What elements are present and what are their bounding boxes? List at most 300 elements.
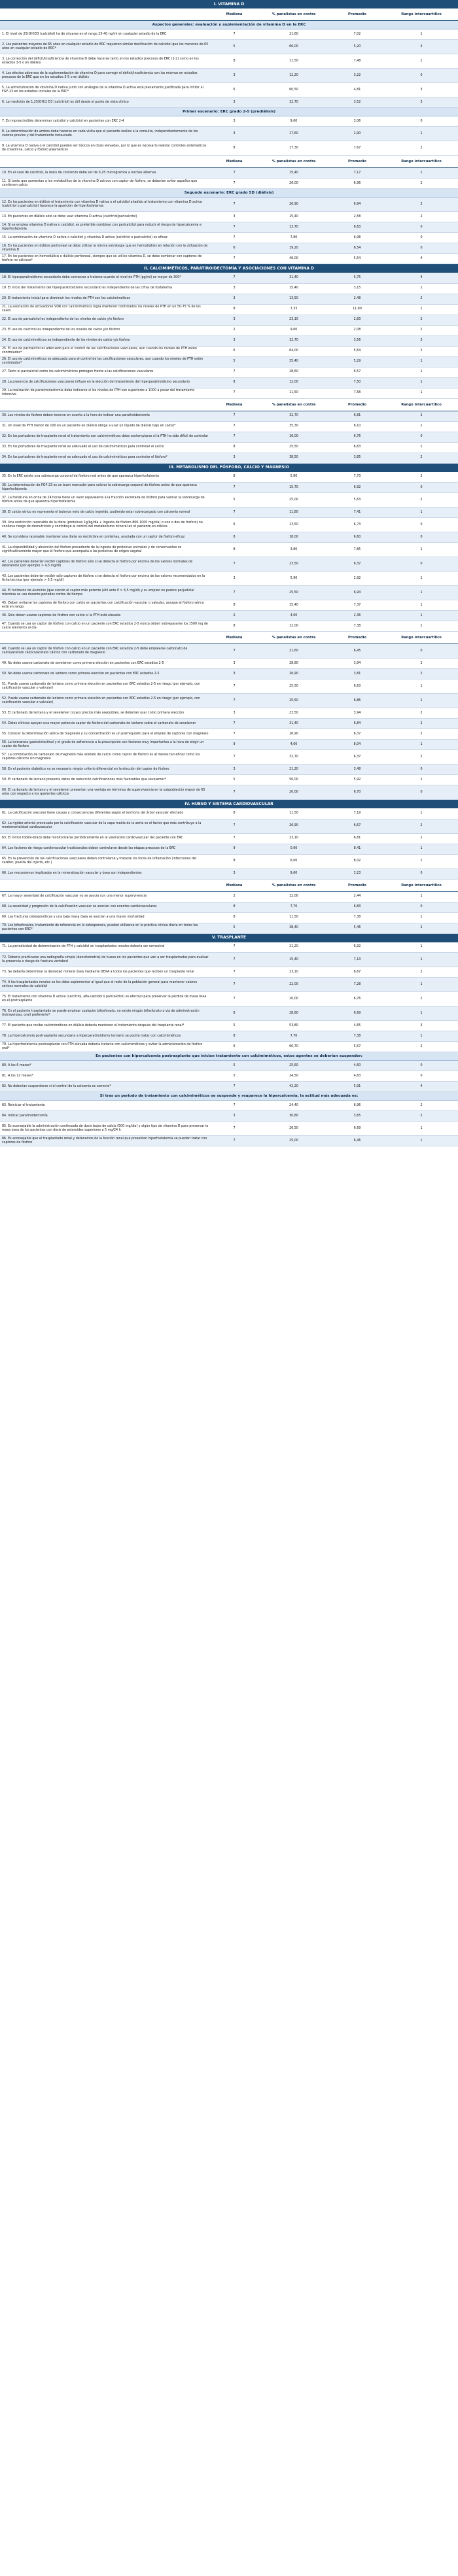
mean-cell: 6,67 xyxy=(330,967,385,978)
statement-cell: 52. Puede usarse carbonato de lantano como primera elección en pacientes con ERC estadios 2-5 en riesgo (por ejemplo, con calcificación vascular o valvular) xyxy=(0,694,211,708)
table-row xyxy=(0,222,458,233)
iqr-cell: 2 xyxy=(385,1101,458,1111)
table-row xyxy=(0,116,458,127)
mean-cell: 7,48 xyxy=(330,54,385,69)
statement-cell: 32. En los portadores de trasplante renal el tratamiento con calcimiméticos debe contemplarse si la PTH ha sido difícil de controlar xyxy=(0,432,211,442)
table-row xyxy=(0,532,458,543)
statement-cell: 79. La hiperfosfatemia postrasplante con PTH elevada debería tratarse con calcimiméticos y evitar la administración de fósforo oral* xyxy=(0,1042,211,1052)
pct-against-cell: 28,80 xyxy=(258,659,330,669)
iqr-cell: 1 xyxy=(385,992,458,1006)
iqr-cell: 2 xyxy=(385,411,458,421)
pct-against-cell: 21,60 xyxy=(258,644,330,659)
statement-cell: 16. En los pacientes en diálisis peritoneal se debe utilizar la misma estrategia que en hemodiálisis en relación con la utilización de vitamina D xyxy=(0,243,211,254)
statement-cell: 15. La combinación de vitamina D nativa o calcidiol y vitamina D activa (calcitriol o paricalcitol) es eficaz xyxy=(0,233,211,243)
statement-cell: 25. El uso de paricalcitol es adecuado para el control de las calcificaciones vasculares, aun cuando los niveles de PTH estén controlados* xyxy=(0,346,211,356)
table-row xyxy=(0,197,458,212)
pct-against-cell: 19,20 xyxy=(258,243,330,254)
pct-against-cell: 23,10 xyxy=(258,315,330,325)
mean-cell: 4,60 xyxy=(330,1061,385,1071)
median-cell: 3 xyxy=(211,572,258,586)
pct-against-cell: 35,30 xyxy=(258,421,330,432)
iqr-cell: 0 xyxy=(385,116,458,127)
table-row xyxy=(0,1061,458,1071)
statement-cell: 56. La tolerancia gastrointestinal y el grado de adherencia a la prescripción son factores muy importantes a la hora de elegir un captor de fósforo xyxy=(0,740,211,750)
statement-cell: 23. El uso de calcitriol es independiente de los niveles de calcio y/o fósforo xyxy=(0,325,211,335)
iqr-cell: 2 xyxy=(385,729,458,740)
table-row xyxy=(0,694,458,708)
subsection-title: Segundo escenario: ERC grado 5D (diálisis) xyxy=(0,189,458,197)
pct-against-cell: 9,60 xyxy=(258,325,330,335)
median-cell: 3 xyxy=(211,453,258,463)
statement-cell: 73. Se debería determinar la densidad mineral ósea mediante DEXA a todos los pacientes que reciben un trasplante renal xyxy=(0,967,211,978)
iqr-cell: 0 xyxy=(385,557,458,572)
median-cell: 2 xyxy=(211,891,258,902)
iqr-cell: 2 xyxy=(385,179,458,189)
table-row xyxy=(0,233,458,243)
mean-cell: 8,02 xyxy=(330,854,385,868)
table-row xyxy=(0,356,458,367)
statement-cell: 74. A los trasplantados renales se les debe suplementar al igual que al resto de la población general para mantener valores séricos normales de calcidiol xyxy=(0,978,211,992)
table-row xyxy=(0,388,458,398)
iqr-cell: 1 xyxy=(385,808,458,819)
table-row xyxy=(0,483,458,493)
table-row xyxy=(0,557,458,572)
iqr-cell: 1 xyxy=(385,442,458,453)
iqr-cell: 1 xyxy=(385,844,458,854)
pct-against-cell: 15,40 xyxy=(258,953,330,967)
median-cell: 3 xyxy=(211,212,258,222)
pct-against-cell: 26,50 xyxy=(258,1122,330,1136)
pct-against-cell: 53,80 xyxy=(258,1021,330,1031)
mean-cell: 7,67 xyxy=(330,141,385,156)
header-blank-cell xyxy=(0,398,211,411)
subsection-heading xyxy=(0,189,458,197)
pct-against-cell: 4,00 xyxy=(258,611,330,621)
iqr-cell: 1 xyxy=(385,367,458,377)
iqr-cell: 2 xyxy=(385,1042,458,1052)
statement-cell: 59. El carbonato de lantano presenta datos de reducción calcificaciones más favorables que sevelamer* xyxy=(0,775,211,785)
iqr-cell: 1 xyxy=(385,1031,458,1042)
mean-cell: 5,54 xyxy=(330,254,385,264)
header-mean: Promedio xyxy=(330,156,385,168)
statement-cell: 58. En el paciente diabético no es necesario ningún criterio diferencial en la elección del captor de fósforo xyxy=(0,764,211,775)
table-row xyxy=(0,1031,458,1042)
pct-against-cell: 28,80 xyxy=(258,1006,330,1021)
median-cell: 7 xyxy=(211,1136,258,1146)
statement-cell: 1. El nivel de 25(OH)D3 (calcidiol) ha de situarse en el rango 25-40 ng/ml en cualquier estadio de la ERC xyxy=(0,29,211,40)
iqr-cell: 0 xyxy=(385,785,458,800)
table-row xyxy=(0,377,458,388)
statement-cell: 68. La severidad y progresión de la calcificación vascular se asocian con eventos cardiovasculares xyxy=(0,902,211,912)
mean-cell: 6,10 xyxy=(330,421,385,432)
table-row xyxy=(0,1042,458,1052)
pct-against-cell: 12,00 xyxy=(258,891,330,902)
pct-against-cell: 31,40 xyxy=(258,273,330,283)
median-cell: 7 xyxy=(211,233,258,243)
median-cell: 3 xyxy=(211,315,258,325)
mean-cell: 3,23 xyxy=(330,868,385,879)
statement-cell: 55. Conocer la determinación sérica de magnesio y su concentración es un prerrequisito para el empleo de captores con magnesio xyxy=(0,729,211,740)
iqr-cell: 1 xyxy=(385,356,458,367)
pct-against-cell: 17,60 xyxy=(258,127,330,141)
table-row xyxy=(0,127,458,141)
iqr-cell: 0 xyxy=(385,233,458,243)
mean-cell: 6,94 xyxy=(330,586,385,600)
header-pct-against: % panelistas en contra xyxy=(258,632,330,644)
statement-cell: 41. La disponibilidad y absorción del fósforo procedente de la ingesta de proteínas animales y de conservantes es significativamente mayor que el fósforo que acompaña a las proteínas de origen vegetal xyxy=(0,543,211,557)
pct-against-cell: 26,90 xyxy=(258,819,330,833)
iqr-cell: 2 xyxy=(385,819,458,833)
header-iqr: Rango intercuartílico xyxy=(385,9,458,21)
iqr-cell: 4 xyxy=(385,254,458,264)
statement-cell: 14. Si se emplea vitamina D nativa o calcidiol, es preferible combinar con paricalcitol para reducir el riesgo de hipercalcemia e hiperfosfatemia xyxy=(0,222,211,233)
statement-cell: 66. Los mecanismos implicados en la mineralización vascular y ósea son independientes xyxy=(0,868,211,879)
pct-against-cell: 25,50 xyxy=(258,694,330,708)
iqr-cell: 2 xyxy=(385,659,458,669)
header-iqr: Rango intercuartílico xyxy=(385,156,458,168)
iqr-cell: 1 xyxy=(385,507,458,518)
mean-cell: 5,64 xyxy=(330,346,385,356)
table-row xyxy=(0,168,458,179)
pct-against-cell: 21,60 xyxy=(258,29,330,40)
table-row xyxy=(0,586,458,600)
median-cell: 5 xyxy=(211,356,258,367)
statement-cell: 81. A los 12 meses* xyxy=(0,1071,211,1082)
iqr-cell: 3 xyxy=(385,1021,458,1031)
median-cell: 7 xyxy=(211,29,258,40)
statement-cell: 65. En la prevención de las calcificaciones vasculares deben controlarse y tratarse los focos de inflamación (infecciones del catéter, puesta del injerto, etc.) xyxy=(0,854,211,868)
pct-against-cell: 25,50 xyxy=(258,586,330,600)
header-mean: Promedio xyxy=(330,398,385,411)
iqr-cell: 0 xyxy=(385,222,458,233)
table-row xyxy=(0,902,458,912)
median-cell: 7 xyxy=(211,750,258,764)
median-cell: 7 xyxy=(211,254,258,264)
mean-cell: 6,92 xyxy=(330,942,385,953)
iqr-cell: 2 xyxy=(385,708,458,719)
consensus-table xyxy=(0,0,458,1146)
mean-cell: 6,63 xyxy=(330,679,385,694)
pct-against-cell: 12,00 xyxy=(258,377,330,388)
statement-cell: 69. Las fracturas osteoporóticas y una baja masa ósea se asocian a una mayor mortalidad xyxy=(0,912,211,923)
mean-cell: 6,67 xyxy=(330,819,385,833)
pct-against-cell: 66,00 xyxy=(258,40,330,54)
table-row xyxy=(0,453,458,463)
mean-cell: 6,96 xyxy=(330,179,385,189)
header-blank-cell xyxy=(0,879,211,891)
iqr-cell: 1 xyxy=(385,611,458,621)
statement-cell: 36. La determinación de FGF-23 es un buen marcador para valorar la sobrecarga corporal de fósforo antes de que aparezca hiperfosfatemia xyxy=(0,483,211,493)
mean-cell: 6,76 xyxy=(330,992,385,1006)
table-row xyxy=(0,518,458,532)
statement-cell: 28. La presencia de calcificaciones vasculares influye en la elección del tratamiento del hiperparatiroidismo secundario xyxy=(0,377,211,388)
median-cell: 7 xyxy=(211,168,258,179)
iqr-cell: 1 xyxy=(385,694,458,708)
pct-against-cell: 0,00 xyxy=(258,844,330,854)
mean-cell: 2,36 xyxy=(330,611,385,621)
mean-cell: 3,52 xyxy=(330,97,385,108)
statement-cell: 72. Debería practicarse una radiografía simple (densitometría) de hueso en los pacientes que van a ser trasplantados para evaluar la presencia o riesgo de fractura vertebral xyxy=(0,953,211,967)
header-mean: Promedio xyxy=(330,879,385,891)
iqr-cell: 2 xyxy=(385,453,458,463)
statement-cell: 9. La vitamina D nativa o el calcidiol pueden ser tóxicos en dosis elevadas, por lo que es necesario realizar controles sistemáticos de creatinina, calcio y fósforo plasmáticos xyxy=(0,141,211,156)
table-row xyxy=(0,54,458,69)
statement-cell: 38. El calcio sérico no representa el balance neto de calcio ingerido, pudiendo estar sobrecargado con calcemia normal xyxy=(0,507,211,518)
table-row xyxy=(0,141,458,156)
pct-against-cell: 31,40 xyxy=(258,719,330,729)
mean-cell: 8,04 xyxy=(330,740,385,750)
table-row xyxy=(0,1122,458,1136)
table-row xyxy=(0,719,458,729)
median-cell: 8 xyxy=(211,141,258,156)
statement-cell: 70. Los bifosfonatos, tratamiento de referencia en la osteoporosis, pueden utilizarse en la práctica clínica diaria en todos los pacientes con ERC* xyxy=(0,923,211,933)
median-cell: 3 xyxy=(211,659,258,669)
table-row xyxy=(0,572,458,586)
header-median: Mediana xyxy=(211,156,258,168)
mean-cell: 3,81 xyxy=(330,669,385,679)
table-row xyxy=(0,212,458,222)
table-row xyxy=(0,472,458,483)
iqr-cell: 2 xyxy=(385,315,458,325)
pct-against-cell: 11,50 xyxy=(258,808,330,819)
median-cell: 7 xyxy=(211,1082,258,1092)
iqr-cell: 3 xyxy=(385,83,458,97)
table-row xyxy=(0,273,458,283)
median-cell: 7 xyxy=(211,729,258,740)
statement-cell: 51. Puede usarse carbonato de lantano como primera elección en pacientes con ERC estadios 2-5 en riesgo (por ejemplo, con calcificación vascular o valvular) xyxy=(0,679,211,694)
median-cell: 7 xyxy=(211,421,258,432)
iqr-cell: 1 xyxy=(385,953,458,967)
median-cell: 7 xyxy=(211,1101,258,1111)
iqr-cell: 1 xyxy=(385,586,458,600)
mean-cell: 5,20 xyxy=(330,40,385,54)
mean-cell: 6,98 xyxy=(330,233,385,243)
statement-cell: 6. La medición de 1,25(OH)2 D3 (calcitriol) es útil desde el punto de vista clínico xyxy=(0,97,211,108)
median-cell: 8 xyxy=(211,532,258,543)
table-body xyxy=(0,0,458,1146)
statement-cell: 40. Se considera razonable mantener una dieta no restrictiva en proteínas, asociada con un captor de fósforo eficaz xyxy=(0,532,211,543)
median-cell: 5 xyxy=(211,493,258,507)
pct-against-cell: 9,60 xyxy=(258,116,330,127)
pct-against-cell: 5,90 xyxy=(258,572,330,586)
median-cell: 8 xyxy=(211,442,258,453)
iqr-cell: 0 xyxy=(385,69,458,83)
median-cell: 2 xyxy=(211,611,258,621)
statement-cell: 27. Tanto el paricalcitol como los calcimiméticos protegen frente a las calcificaciones vasculares xyxy=(0,367,211,377)
table-row xyxy=(0,854,458,868)
mean-cell: 5,91 xyxy=(330,1082,385,1092)
iqr-cell: 1 xyxy=(385,679,458,694)
iqr-cell: 0 xyxy=(385,243,458,254)
mean-cell: 3,22 xyxy=(330,69,385,83)
mean-cell: 5,75 xyxy=(330,273,385,283)
median-cell: 7 xyxy=(211,833,258,844)
iqr-cell: 4 xyxy=(385,1082,458,1092)
section-heading xyxy=(0,933,458,942)
pct-against-cell: 24,50 xyxy=(258,1071,330,1082)
statement-cell: 83. Reiniciar el tratamiento xyxy=(0,1101,211,1111)
iqr-cell: 2 xyxy=(385,141,458,156)
median-cell: 5 xyxy=(211,1021,258,1031)
median-cell: 3 xyxy=(211,283,258,294)
table-row xyxy=(0,844,458,854)
subsection-heading xyxy=(0,108,458,116)
statement-cell: 30. Los niveles de fósforo deben tenerse en cuenta a la hora de indicar una paratiroidectomía xyxy=(0,411,211,421)
median-cell: 7 xyxy=(211,992,258,1006)
iqr-cell: 1 xyxy=(385,168,458,179)
table-row xyxy=(0,750,458,764)
mean-cell: 3,15 xyxy=(330,283,385,294)
pct-against-cell: 25,00 xyxy=(258,1136,330,1146)
mean-cell: 5,46 xyxy=(330,923,385,933)
mean-cell: 2,48 xyxy=(330,294,385,304)
mean-cell: 7,02 xyxy=(330,29,385,40)
iqr-cell: 0 xyxy=(385,868,458,879)
table-row xyxy=(0,967,458,978)
pct-against-cell: 32,70 xyxy=(258,411,330,421)
statement-cell: 50. No debe usarse carbonato de lantano como primera elección en pacientes con ERC estadios 2-5 xyxy=(0,669,211,679)
iqr-cell: 3 xyxy=(385,97,458,108)
mean-cell: 3,06 xyxy=(330,116,385,127)
pct-against-cell: 9,60 xyxy=(258,868,330,879)
mean-cell: 7,50 xyxy=(330,377,385,388)
pct-against-cell: 23,50 xyxy=(258,708,330,719)
median-cell: 7 xyxy=(211,222,258,233)
table-row xyxy=(0,729,458,740)
table-row xyxy=(0,432,458,442)
table-row xyxy=(0,785,458,800)
section-title: V. TRASPLANTE xyxy=(0,933,458,942)
table-row xyxy=(0,659,458,669)
pct-against-cell: 25,50 xyxy=(258,679,330,694)
pct-against-cell: 15,40 xyxy=(258,283,330,294)
iqr-cell: 1 xyxy=(385,283,458,294)
iqr-cell: 4 xyxy=(385,40,458,54)
table-row xyxy=(0,669,458,679)
pct-against-cell: 32,70 xyxy=(258,750,330,764)
iqr-cell: 1 xyxy=(385,54,458,69)
table-row xyxy=(0,283,458,294)
table-row xyxy=(0,775,458,785)
mean-cell: 8,41 xyxy=(330,844,385,854)
header-mean: Promedio xyxy=(330,9,385,21)
iqr-cell: 1 xyxy=(385,833,458,844)
iqr-cell: 1 xyxy=(385,572,458,586)
iqr-cell: 1 xyxy=(385,1006,458,1021)
header-pct-against: % panelistas en contra xyxy=(258,156,330,168)
statement-cell: 13. En pacientes en diálisis sólo se debe usar vitamina D activa (calcitriol/paricalcitol) xyxy=(0,212,211,222)
median-cell: 3 xyxy=(211,708,258,719)
table-row xyxy=(0,611,458,621)
mean-cell: 7,58 xyxy=(330,388,385,398)
mean-cell: 7,28 xyxy=(330,978,385,992)
pct-against-cell: 21,20 xyxy=(258,764,330,775)
table-row xyxy=(0,493,458,507)
median-cell: 7 xyxy=(211,273,258,283)
table-row xyxy=(0,411,458,421)
statement-cell: 67. La mayor severidad de calcificación vascular no se asocia con una menor supervivencia xyxy=(0,891,211,902)
table-row xyxy=(0,953,458,967)
pct-against-cell: 15,40 xyxy=(258,168,330,179)
iqr-cell: 1 xyxy=(385,421,458,432)
pct-against-cell: 42,20 xyxy=(258,1082,330,1092)
pct-against-cell: 22,00 xyxy=(258,978,330,992)
pct-against-cell: 23,50 xyxy=(258,557,330,572)
median-cell: 8 xyxy=(211,54,258,69)
iqr-cell: 1 xyxy=(385,1136,458,1146)
iqr-cell: 2 xyxy=(385,472,458,483)
section-title: I. VITAMINA D xyxy=(0,0,458,9)
table-row xyxy=(0,912,458,923)
median-cell: 7 xyxy=(211,367,258,377)
statement-cell: 3. La corrección del déficit/insuficiencia de vitamina D debe hacerse tanto en los estadios precoces de ERC (1-2) como en los estadios 3-5 o en diálisis xyxy=(0,54,211,69)
mean-cell: 3,56 xyxy=(330,335,385,346)
pct-against-cell: 25,60 xyxy=(258,1061,330,1071)
table-row xyxy=(0,708,458,719)
table-row xyxy=(0,992,458,1006)
statement-cell: 80. A los 6 meses* xyxy=(0,1061,211,1071)
iqr-cell: 1 xyxy=(385,127,458,141)
median-cell: 6 xyxy=(211,518,258,532)
pct-against-cell: 16,00 xyxy=(258,432,330,442)
mean-cell: 7,73 xyxy=(330,472,385,483)
mean-cell: 6,60 xyxy=(330,532,385,543)
iqr-cell: 3 xyxy=(385,335,458,346)
pct-against-cell: 28,60 xyxy=(258,367,330,377)
mean-cell: 6,69 xyxy=(330,1006,385,1021)
iqr-cell: 1 xyxy=(385,304,458,315)
median-cell: 5 xyxy=(211,1061,258,1071)
pct-against-cell: 25,00 xyxy=(258,493,330,507)
statement-cell: 63. El índice tobillo-brazo debe monitorizarse periódicamente en la valoración cardiovascular del paciente con ERC xyxy=(0,833,211,844)
statement-cell: 61. La calcificación vascular tiene causas y consecuencias diferentes según el territorio del árbol vascular afectado xyxy=(0,808,211,819)
median-cell: 7 xyxy=(211,953,258,967)
table-row xyxy=(0,891,458,902)
iqr-cell: 0 xyxy=(385,432,458,442)
mean-cell: 4,81 xyxy=(330,83,385,97)
statement-cell: 34. En los portadores de trasplante renal es adecuado el uso de calcimiméticos para controlar el fósforo* xyxy=(0,453,211,463)
mean-cell: 6,70 xyxy=(330,785,385,800)
pct-against-cell: 11,50 xyxy=(258,54,330,69)
pct-against-cell: 38,40 xyxy=(258,923,330,933)
header-iqr: Rango intercuartílico xyxy=(385,398,458,411)
table-row xyxy=(0,942,458,953)
subsection-title: Aspectos generales: evaluación y suplementación de vitamina D en la ERC xyxy=(0,21,458,29)
pct-against-cell: 38,50 xyxy=(258,453,330,463)
mean-cell: 11,80 xyxy=(330,304,385,315)
median-cell: 9 xyxy=(211,740,258,750)
table-row xyxy=(0,421,458,432)
subsection-heading xyxy=(0,21,458,29)
mean-cell: 6,84 xyxy=(330,719,385,729)
table-row xyxy=(0,644,458,659)
table-row xyxy=(0,69,458,83)
pct-against-cell: 15,40 xyxy=(258,600,330,611)
table-row xyxy=(0,1111,458,1122)
statement-cell: 21. La asociación de activadores VDR con calcimiméticos logra mantener controlados los niveles de PTH en un 50-75 % de los casos xyxy=(0,304,211,315)
pct-against-cell: 50,00 xyxy=(258,775,330,785)
statement-cell: 31. Un nivel de PTH menor de 100 en un paciente en diálisis obliga a usar un líquido de diálisis bajo en calcio* xyxy=(0,421,211,432)
table-row xyxy=(0,1082,458,1092)
iqr-cell: 2 xyxy=(385,493,458,507)
table-row xyxy=(0,1101,458,1111)
pct-against-cell: 11,50 xyxy=(258,912,330,923)
median-cell: 8 xyxy=(211,1006,258,1021)
iqr-cell: 2 xyxy=(385,1111,458,1122)
statement-cell: 62. La rigidez arterial provocada por la calcificación vascular de la capa media de la aorta es el factor que más contribuye a la morbimortalidad cardiovascular xyxy=(0,819,211,833)
iqr-cell: 1 xyxy=(385,29,458,40)
median-cell: 3 xyxy=(211,868,258,879)
